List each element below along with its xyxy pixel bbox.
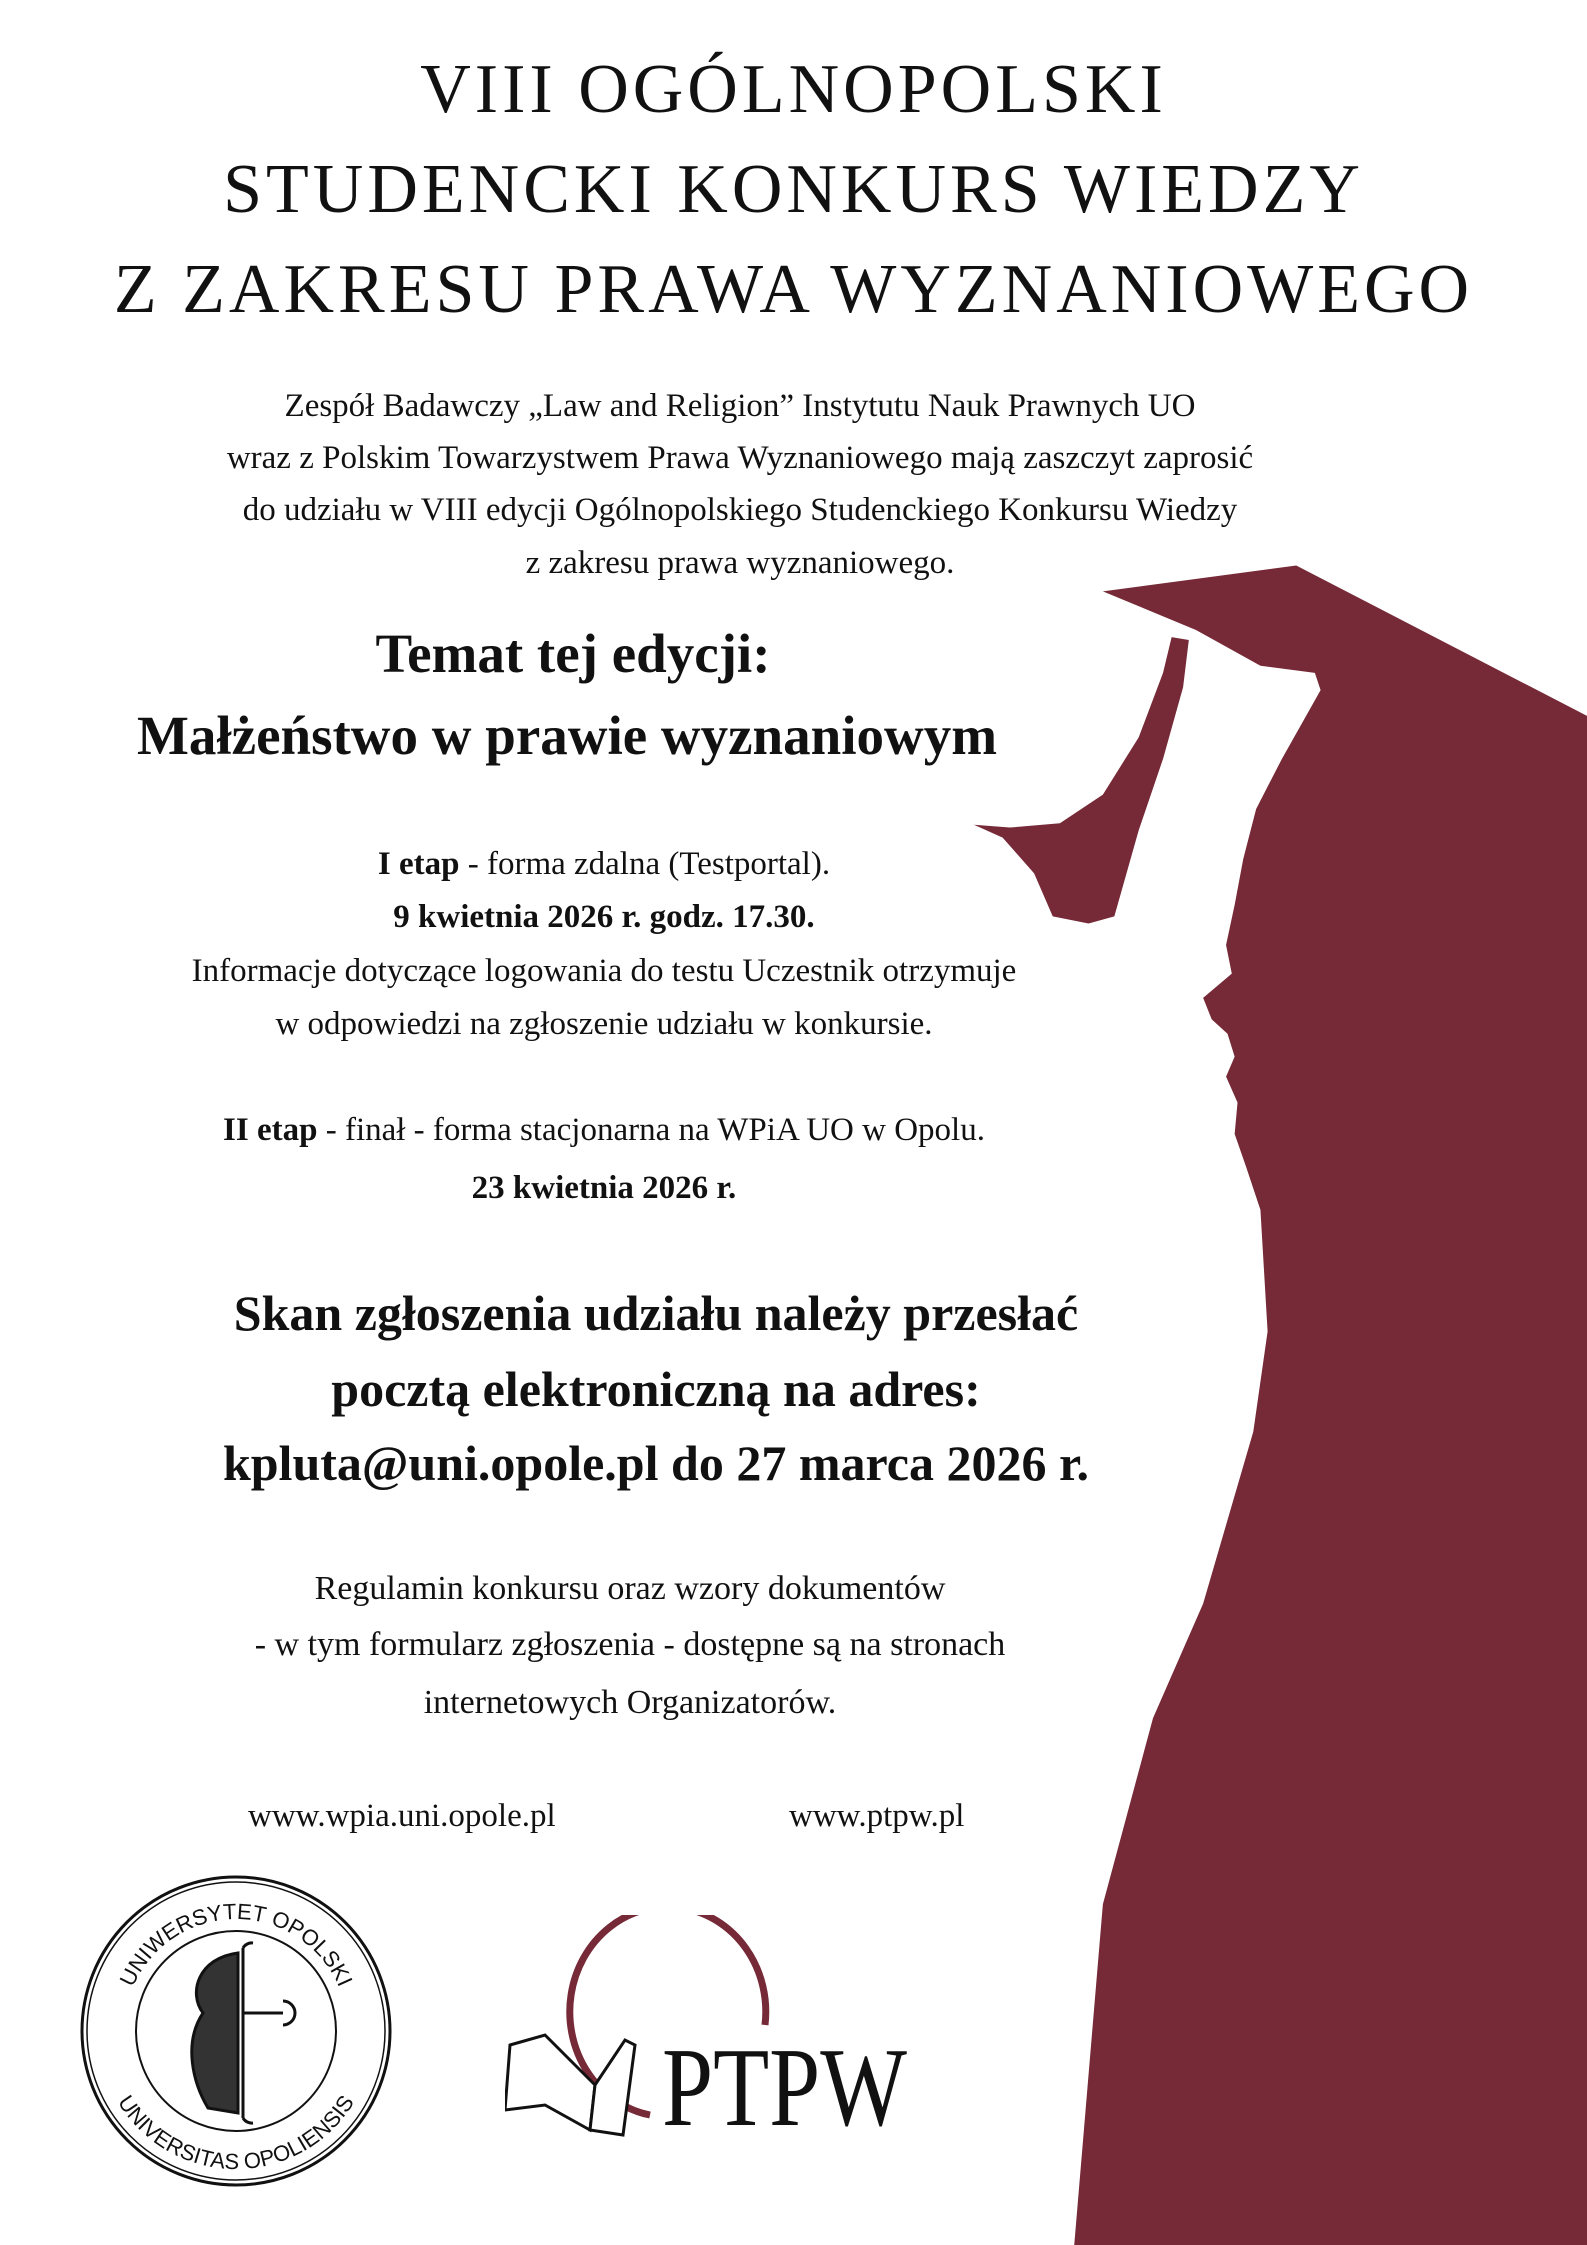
intro-line-2: wraz z Polskim Towarzystwem Prawa Wyznaniowego mają zaszczyt zaprosić — [226, 440, 1254, 476]
stage2-name: II etap — [223, 1112, 318, 1148]
stage1-info-1: Informacje dotyczące logowania do testu Uczestnik otrzymuje — [191, 953, 1017, 989]
stage2-heading — [0, 1114, 1208, 1147]
stage1-info-2: w odpowiedzi na zgłoszenie udziału w konkursie. — [275, 1006, 933, 1042]
ptpw-logo-text: PTPW — [662, 2026, 907, 2150]
open-book-icon — [505, 2035, 635, 2135]
intro-line-3: do udziału w VIII edycji Ogólnopolskiego Studenckiego Konkursu Wiedzy — [242, 492, 1238, 528]
stage2-desc: - finał - forma stacjonarna na WPiA UO w Opolu. — [317, 1112, 985, 1148]
submission-line-2: pocztą elektroniczną na adres: — [331, 1361, 981, 1417]
stage1-date — [0, 901, 1208, 934]
intro-line-1: Zespół Badawczy „Law and Religion” Instytutu Nauk Prawnych UO — [284, 388, 1196, 424]
stage1-heading — [0, 848, 1208, 881]
stage2-date — [0, 1172, 1208, 1205]
submission-line-3 — [0, 1435, 1312, 1491]
stage1-date-text: 9 kwietnia 2026 r. godz. 17.30. — [393, 899, 815, 935]
seal-bottom-text: UNIVERSITAS OPOLIENSIS — [113, 2090, 359, 2175]
stage2-date-text: 23 kwietnia 2026 r. — [471, 1170, 737, 1206]
title-line-1: VIII OGÓLNOPOLSKI — [420, 51, 1167, 128]
seal-top-text: UNIWERSYTET OPOLSKI — [114, 1898, 358, 1990]
eagle-cross-emblem — [192, 1943, 295, 2123]
title-line-2: STUDENCKI KONKURS WIEDZY — [223, 151, 1364, 228]
topic-value: Małżeństwo w prawie wyznaniowym — [136, 705, 998, 766]
submission-line-1: Skan zgłoszenia udziału należy przesłać — [233, 1285, 1079, 1341]
stage1-name: I etap — [377, 846, 460, 882]
submission-deadline: do 27 marca 2026 r. — [658, 1435, 1090, 1491]
regulations-line-1: Regulamin konkursu oraz wzory dokumentów — [314, 1570, 946, 1607]
university-seal-logo — [78, 1873, 394, 2189]
regulations-line-3: internetowych Organizatorów. — [423, 1684, 837, 1721]
title-line-3: Z ZAKRESU PRAWA WYZNANIOWEGO — [113, 251, 1474, 328]
topic-label: Temat tej edycji: — [375, 623, 771, 684]
regulations-line-2: - w tym formularz zgłoszenia - dostępne są na stronach — [254, 1626, 1006, 1663]
ptpw-website-link[interactable]: www.ptpw.pl — [789, 1798, 965, 1834]
submission-email-link[interactable]: kpluta@uni.opole.pl — [222, 1435, 659, 1491]
wpia-website-link[interactable]: www.wpia.uni.opole.pl — [248, 1798, 556, 1834]
stage1-desc: - forma zdalna (Testportal). — [459, 846, 831, 882]
intro-line-4: z zakresu prawa wyznaniowego. — [525, 545, 955, 581]
